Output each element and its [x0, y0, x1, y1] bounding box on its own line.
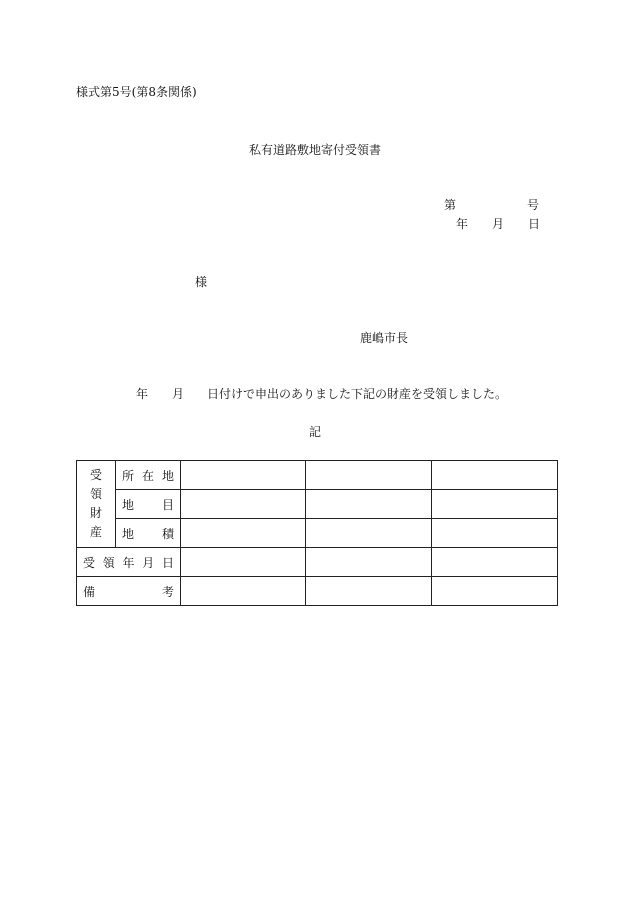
table-row — [77, 548, 558, 577]
value-cell[interactable] — [181, 548, 306, 577]
row-label: 地 目 — [122, 497, 174, 512]
date-day-label: 日 — [528, 217, 541, 231]
date-month-label: 月 — [492, 217, 505, 231]
value-cell[interactable] — [306, 548, 432, 577]
ki-heading: 記 — [308, 425, 321, 439]
value-cell[interactable] — [181, 461, 306, 490]
value-cell[interactable] — [432, 490, 558, 519]
table-row — [77, 577, 558, 606]
value-cell[interactable] — [306, 519, 432, 548]
row-label: 地 積 — [122, 526, 174, 541]
body-year-label: 年 — [136, 387, 149, 401]
group-label: 受領財産 — [90, 467, 103, 540]
value-cell[interactable] — [432, 577, 558, 606]
row-label-cell — [116, 461, 181, 490]
recipient-honorific: 様 — [195, 275, 208, 289]
issuer-name: 鹿嶋市長 — [360, 331, 409, 345]
number-prefix: 第 — [444, 198, 457, 212]
row-label-cell — [77, 577, 181, 606]
row-label: 備 考 — [83, 584, 174, 599]
number-suffix: 号 — [527, 198, 540, 212]
row-label-cell — [116, 519, 181, 548]
body-month-label: 月 — [172, 387, 185, 401]
table-row — [77, 490, 558, 519]
document-title: 私有道路敷地寄付受領書 — [248, 143, 381, 157]
table-row — [77, 461, 558, 490]
group-label-cell — [77, 461, 116, 548]
value-cell[interactable] — [306, 577, 432, 606]
table-row — [77, 519, 558, 548]
value-cell[interactable] — [432, 461, 558, 490]
row-label: 所 在 地 — [122, 468, 174, 483]
body-text: 日付けで申出のありました下記の財産を受領しました。 — [207, 387, 508, 401]
date-year-label: 年 — [456, 217, 469, 231]
property-table — [76, 460, 558, 606]
value-cell[interactable] — [432, 548, 558, 577]
row-label: 受 領 年 月 日 — [83, 555, 174, 570]
value-cell[interactable] — [306, 490, 432, 519]
row-label-cell — [77, 548, 181, 577]
value-cell[interactable] — [181, 577, 306, 606]
row-label-cell — [116, 490, 181, 519]
value-cell[interactable] — [306, 461, 432, 490]
value-cell[interactable] — [181, 490, 306, 519]
value-cell[interactable] — [181, 519, 306, 548]
form-number: 様式第5号(第8条関係) — [76, 85, 197, 99]
value-cell[interactable] — [432, 519, 558, 548]
